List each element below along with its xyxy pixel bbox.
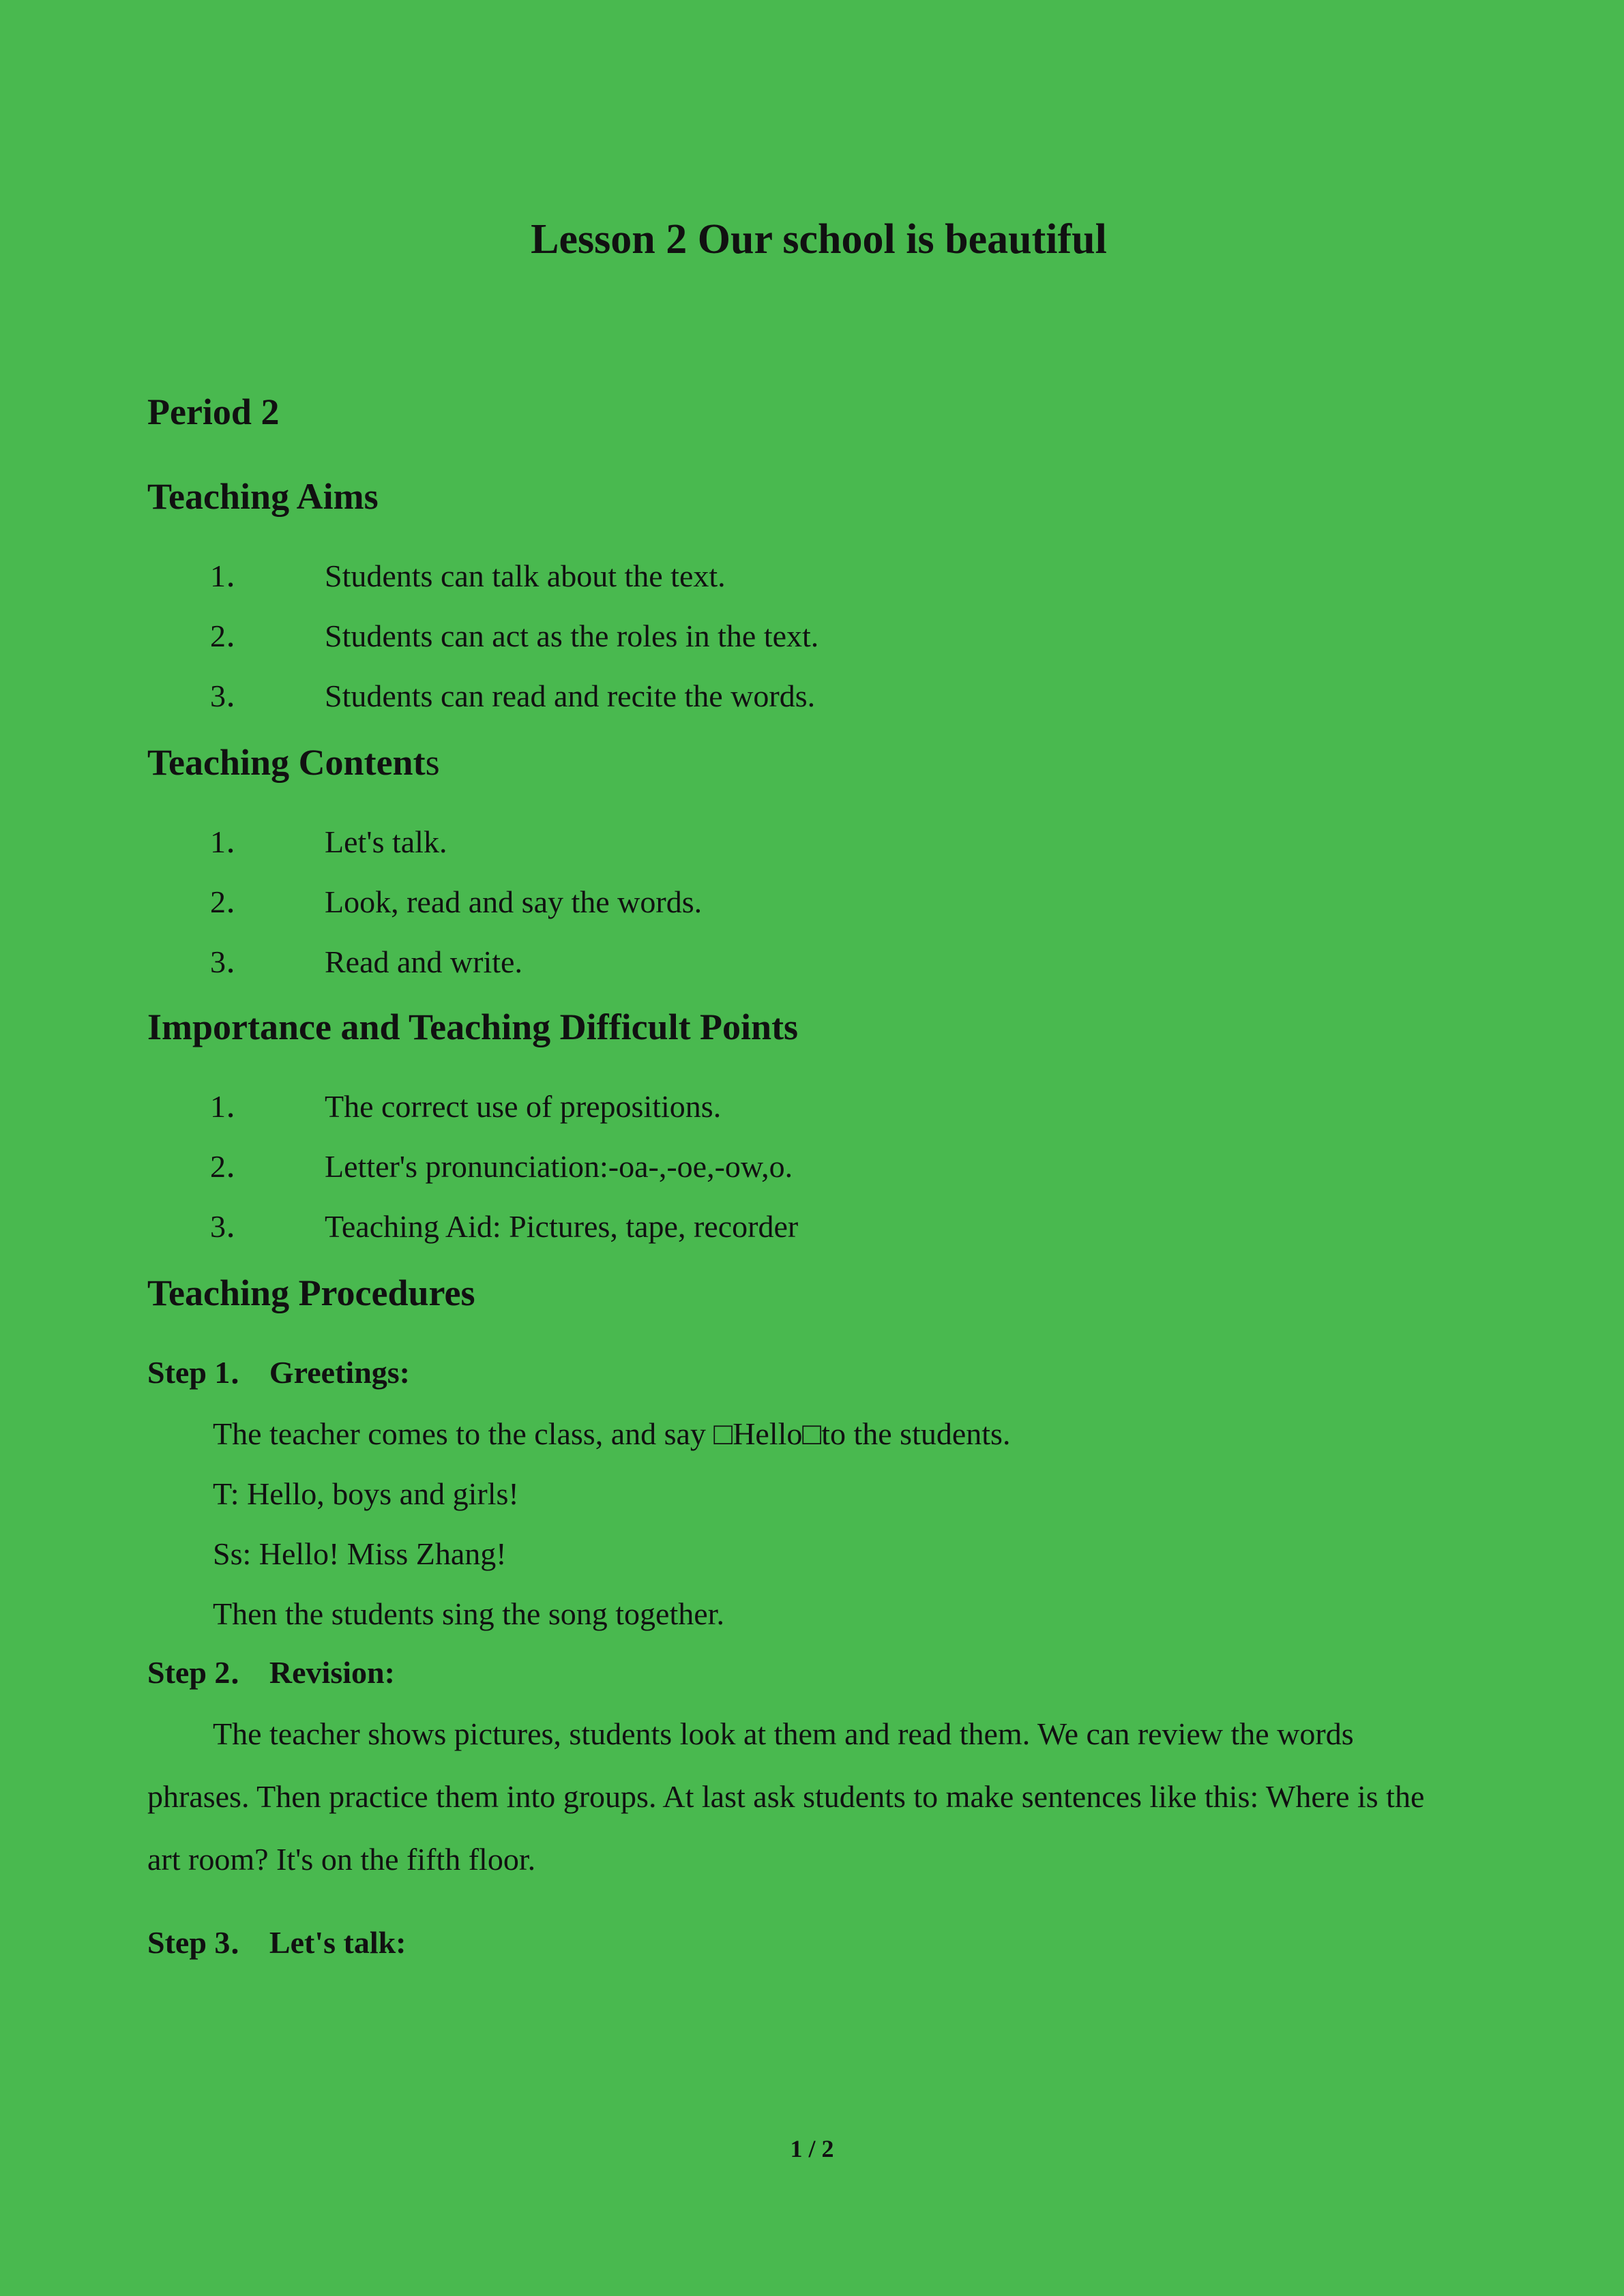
- list-item: 1． Students can talk about the text.: [210, 558, 726, 593]
- list-item: 3． Teaching Aid: Pictures, tape, recorder: [210, 1209, 799, 1244]
- step-2-paragraph: The teacher shows pictures, students look at them and read them. We can review the words phrases. Then practice them into groups. At last ask students to make sentences like this: Where is the art room? It's on the fifth floor.: [147, 1716, 1425, 1877]
- teaching-procedures-heading: Teaching Procedures: [147, 1272, 475, 1313]
- list-item: 2． Students can act as the roles in the text.: [210, 618, 819, 653]
- page-number: 1 / 2: [790, 2135, 834, 2162]
- list-item: 2． Letter's pronunciation:-oa-,-oe,-ow,o.: [210, 1149, 793, 1184]
- step-1-line: The teacher comes to the class, and say □Hello□to the students.: [213, 1416, 1011, 1451]
- list-item: 3． Students can read and recite the words.: [210, 679, 816, 713]
- teaching-aims-heading: Teaching Aims: [147, 476, 379, 517]
- difficult-points-heading: Importance and Teaching Difficult Points: [147, 1007, 799, 1047]
- period-heading: Period 2: [147, 391, 280, 432]
- step-3-heading: Step 3． Let's talk:: [147, 1925, 407, 1960]
- step-1-line: Ss: Hello! Miss Zhang!: [213, 1536, 507, 1571]
- list-item: 1． Let's talk.: [210, 824, 447, 859]
- step-1-line: T: Hello, boys and girls!: [213, 1476, 519, 1511]
- teaching-contents-heading: Teaching Contents: [147, 742, 440, 783]
- list-item: 3． Read and write.: [210, 944, 522, 979]
- step-1-line: Then the students sing the song together.: [213, 1596, 724, 1631]
- step-1-heading: Step 1． Greetings:: [147, 1355, 411, 1390]
- list-item: 2． Look, read and say the words.: [210, 884, 703, 919]
- list-item: 1． The correct use of prepositions.: [210, 1089, 722, 1124]
- step-2-heading: Step 2． Revision:: [147, 1655, 395, 1690]
- document-title: Lesson 2 Our school is beautiful: [531, 216, 1107, 263]
